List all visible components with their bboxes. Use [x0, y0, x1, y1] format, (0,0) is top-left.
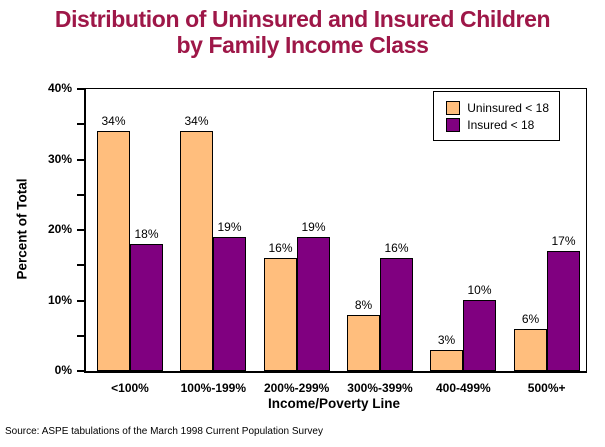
bar-uninsured-18-500 [514, 329, 547, 371]
bar-uninsured-18-100 [97, 131, 130, 371]
y-tick-label: 30% [47, 151, 72, 166]
bar-value-label-insured-18-300-399: 16% [384, 241, 409, 255]
y-axis-tick [77, 194, 84, 196]
bar-value-label-uninsured-18-400-499: 3% [437, 333, 456, 347]
chart-title [0, 6, 605, 58]
y-axis-title: Percent of Total [14, 178, 30, 280]
y-axis-tick [77, 159, 84, 161]
x-tick-label-100-199: 100%-199% [180, 381, 247, 395]
legend-label-insured: Insured < 18 [467, 117, 535, 132]
legend-swatch-uninsured [446, 101, 460, 115]
y-axis-tick [77, 123, 84, 125]
bar-value-label-uninsured-18-200-299: 16% [268, 241, 293, 255]
x-tick-label-300-399: 300%-399% [347, 381, 413, 395]
bar-value-label-uninsured-18-100: 34% [101, 114, 126, 128]
bar-value-label-insured-18-200-299: 19% [301, 220, 326, 234]
legend-swatch-insured [446, 118, 460, 132]
source-note: Source: ASPE tabulations of the March 1998 Current Population Survey [5, 426, 323, 437]
y-axis-tick [77, 370, 84, 372]
bar-uninsured-18-100-199 [180, 131, 213, 371]
legend-row-insured [446, 116, 549, 133]
y-tick-label: 20% [47, 222, 72, 236]
chart-title-line1: Distribution of Uninsured and Insured Children [54, 6, 551, 32]
bar-value-label-insured-18-500: 17% [551, 234, 576, 248]
bar-insured-18-100 [130, 244, 163, 371]
x-tick-label-100: <100% [111, 381, 149, 395]
bar-value-label-uninsured-18-300-399: 8% [354, 298, 373, 312]
legend-row-uninsured [446, 99, 549, 116]
bar-value-label-insured-18-400-499: 10% [467, 283, 492, 297]
x-tick-label-200-299: 200%-299% [263, 381, 330, 395]
x-tick-label-500: 500%+ [527, 381, 566, 395]
bar-uninsured-18-300-399 [347, 315, 380, 371]
y-axis-tick [77, 88, 84, 90]
bar-value-label-uninsured-18-500: 6% [521, 312, 540, 326]
bar-insured-18-500 [547, 251, 580, 371]
y-axis-tick [77, 229, 84, 231]
bar-value-label-uninsured-18-100-199: 34% [184, 114, 209, 128]
y-tick-label: 40% [47, 81, 72, 95]
plot-area [47, 81, 587, 395]
bar-insured-18-100-199 [213, 237, 246, 371]
x-axis-title: Income/Poverty Line [267, 396, 401, 411]
bar-insured-18-300-399 [380, 258, 413, 371]
chart-title-line2: by Family Income Class [176, 32, 429, 58]
legend [433, 91, 560, 141]
legend-label-uninsured: Uninsured < 18 [467, 100, 549, 115]
y-axis-tick [77, 300, 84, 302]
y-axis-tick [77, 335, 84, 337]
y-tick-label: 0% [54, 363, 72, 377]
y-tick-label: 10% [47, 292, 72, 307]
bar-uninsured-18-200-299 [264, 258, 297, 371]
bar-insured-18-200-299 [297, 237, 330, 371]
bar-value-label-insured-18-100-199: 19% [217, 220, 242, 234]
bar-insured-18-400-499 [463, 300, 496, 371]
y-axis-tick [77, 264, 84, 266]
x-tick-label-400-499: 400-499% [435, 381, 491, 395]
bar-value-label-insured-18-100: 18% [134, 227, 159, 241]
bar-uninsured-18-400-499 [430, 350, 463, 371]
